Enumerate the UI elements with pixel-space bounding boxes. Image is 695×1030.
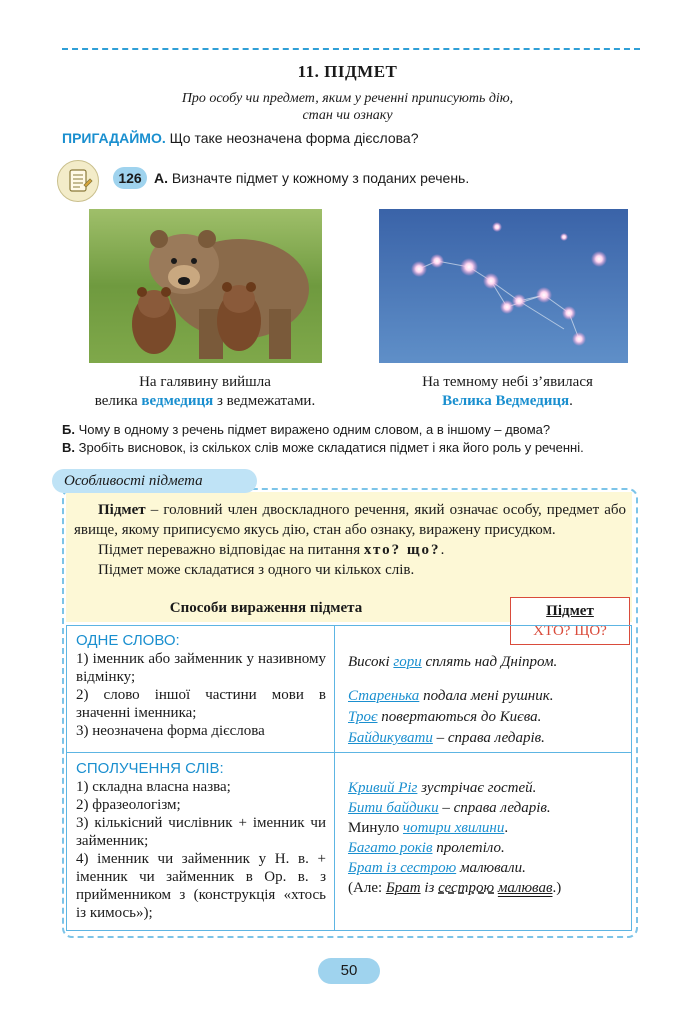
- recall-keyword: ПРИГАДАЙМО.: [62, 130, 166, 146]
- follow-up-questions: [62, 421, 584, 457]
- table-divider-vertical: [334, 625, 335, 931]
- highlight-word: Велика Ведмедиця: [442, 393, 570, 409]
- phrase-cell: [76, 760, 326, 922]
- ways-heading: Способи вираження підмета: [169, 600, 363, 616]
- example-line: Троє повертаються до Києва.: [348, 709, 542, 725]
- list-item: 3) неозначена форма дієслова: [76, 723, 265, 739]
- one-word-cell: [76, 632, 326, 740]
- exercise-number-badge: 126: [113, 167, 147, 189]
- list-item: 2) фразеологізм;: [76, 797, 181, 813]
- example-line: Брат із сестрою малювали.: [348, 860, 526, 876]
- caption-constellation: На темному небі з’явилася Велика Ведмедиця.: [422, 374, 593, 409]
- one-word-heading: ОДНЕ СЛОВО:: [76, 632, 180, 649]
- rule-tab-label: Особливості підмета: [52, 469, 257, 493]
- example-line: Високі гори сплять над Дніпром.: [348, 654, 558, 670]
- constellation-photo: [379, 209, 628, 363]
- phrase-heading: СПОЛУЧЕННЯ СЛІВ:: [76, 760, 224, 777]
- example-line: Минуло чотири хвилини.: [348, 820, 509, 836]
- exercise-task: А. Визначте підмет у кожному з поданих речень.: [154, 170, 470, 186]
- highlight-word: ведмедиця: [141, 393, 214, 409]
- list-item: 1) іменник або займенник у називному відмінку;: [76, 651, 326, 685]
- example-line: Бити байдики – справа ледарів.: [348, 800, 551, 816]
- top-dashed-divider: [62, 48, 640, 50]
- table-divider-horizontal: [66, 752, 632, 753]
- bear-photo: [89, 209, 322, 363]
- notebook-icon: [57, 160, 99, 202]
- recall-text: Що таке неозначена форма дієслова?: [169, 130, 419, 146]
- page-title: 11. ПІДМЕТ: [297, 62, 398, 81]
- definition-text: Підмет – головний член двоскладного речення, який означає особу, предмет або явище, якому приписуємо якусь дію, стан або ознаку, виражену присудком. Підмет переважно відповідає на питання хто? що?. Підмет може складатися з одного чи кількох слів.: [74, 502, 626, 578]
- subject-question-box: Підмет ХТО? ЩО?: [510, 597, 630, 645]
- list-item: 3) кількісний числівник + іменник чи займенник;: [76, 815, 326, 849]
- list-item: 2) слово іншої частини мови в значенні іменника;: [76, 687, 326, 721]
- question-v: В. Зробіть висновок, із скількох слів може складатися підмет і яка його роль у реченні.: [62, 440, 584, 455]
- one-word-examples: [348, 652, 628, 749]
- recall-line: [62, 130, 418, 146]
- page-subtitle: Про особу чи предмет, яким у реченні приписують дію, стан чи ознаку: [181, 91, 514, 123]
- example-line: Байдикувати – справа ледарів.: [348, 730, 545, 746]
- caption-bear: На галявину вийшла велика ведмедиця з ведмежатами.: [94, 374, 316, 409]
- example-line: Старенька подала мені рушник.: [348, 688, 554, 704]
- list-item: 1) складна власна назва;: [76, 779, 231, 795]
- phrase-examples: [348, 778, 628, 898]
- example-line: (Але: Брат із сестрою малював.): [348, 880, 562, 896]
- question-b: Б. Чому в одному з речень підмет виражено одним словом, а в іншому – двома?: [62, 422, 551, 437]
- example-line: Багато років пролетіло.: [348, 840, 505, 856]
- page-number: 50: [318, 958, 380, 984]
- list-item: 4) іменник чи займенник у Н. в. + іменник чи займенник в Ор. в. з прийменником з (конструкція «хтось із кимось»);: [76, 851, 326, 921]
- example-line: Кривий Ріг зустрічає гостей.: [348, 780, 537, 796]
